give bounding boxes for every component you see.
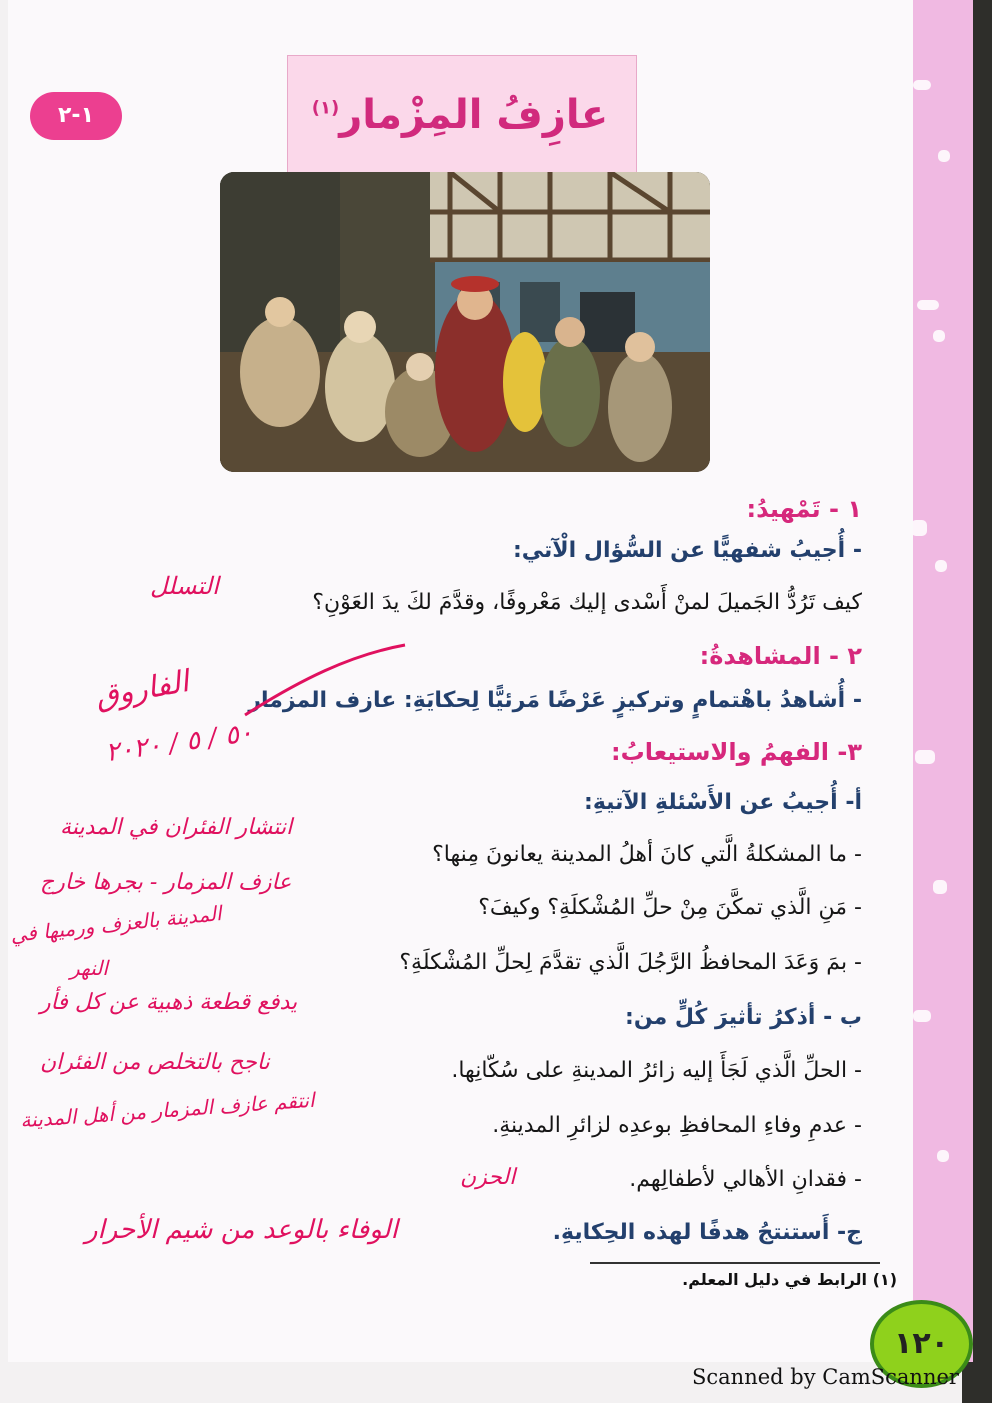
part-c-heading: ج- أَستنتجُ هدفًا لهذه الحِكايةِ. (552, 1220, 862, 1245)
handwritten-answer: النهر (70, 956, 108, 980)
section-1-instruction: - أُجيبُ شفهيًّا عن السُّؤال الْآتي: (512, 538, 862, 563)
handwritten-answer: المدينة بالعزف ورميها في (9, 900, 223, 948)
handwritten-answer: عازف المزمار - بجرها خارج (40, 870, 292, 895)
handwritten-stroke (240, 640, 410, 720)
part-b-item: - عدمِ وفاءِ المحافظِ بوعدِه لزائرِ المدينةِ. (492, 1113, 862, 1138)
part-b-item: - الحلِّ الَّذي لَجَأَ إليه زائرُ المدينةِ على سُكّانِها. (451, 1058, 862, 1083)
part-a-question: - ما المشكلةُ الَّتي كانَ أهلُ المدينة يعانونَ مِنها؟ (432, 842, 862, 867)
handwritten-note: ٥٠ / ٥ / ٢٠٢٠ (103, 717, 255, 769)
part-a-question: - مَنِ الَّذي تمكَّنَ مِنْ حلِّ المُشْكلَةِ؟ وكيفَ؟ (478, 895, 862, 920)
story-illustration (220, 172, 710, 472)
unit-badge: ١-٢ (30, 92, 122, 140)
section-1-question: كيف تَرُدُّ الجَميلَ لمنْ أَسْدى إليك مَعْروفًا، وقدَّمَ لكَ يدَ العَوْنِ؟ (312, 590, 862, 615)
handwritten-answer: الحزن (460, 1165, 516, 1190)
part-a-heading: أ- أُجيبُ عن الأَسْئلةِ الآتيةِ: (584, 790, 862, 815)
handwritten-answer: يدفع قطعة ذهبية عن كل فأر (40, 990, 298, 1015)
handwritten-note: التسلل (150, 572, 219, 600)
part-a-question: - بمَ وَعَدَ المحافظُ الرَّجُلَ الَّذي تقدَّمَ لِحلِّ المُشْكلَةِ؟ (399, 950, 862, 975)
section-2-instruction: - أُشاهدُ باهْتمامٍ وتركيزٍ عَرْضًا مَرئيًّا لِحكايَةِ: عازف المزمار (248, 688, 862, 713)
footnote-rule (590, 1262, 880, 1264)
section-1-heading: ١ - تَمْهيدُ: (746, 495, 862, 523)
illustration-graphic (220, 172, 710, 472)
footnote: (١) الرابط في دليل المعلم. (682, 1270, 897, 1289)
title-text: عازِفُ المِزْمار (339, 92, 609, 138)
part-b-item: - فقدانِ الأهالي لأطفالِهم. (629, 1167, 862, 1192)
part-b-heading: ب - أذكرُ تأثيرَ كُلٍّ من: (625, 1005, 862, 1030)
page-title (300, 92, 620, 138)
section-3-heading: ٣- الفهمُ والاستيعابُ: (611, 738, 862, 766)
page-number: ١٢٠ (870, 1300, 973, 1388)
title-footnote-mark: (١) (311, 97, 340, 119)
handwritten-answer: الوفاء بالوعد من شيم الأحرار (85, 1215, 398, 1245)
scanner-watermark: Scanned by CamScanner (692, 1365, 959, 1389)
handwritten-answer: انتشار الفئران في المدينة (60, 815, 293, 840)
section-2-heading: ٢ - المشاهدةُ: (699, 642, 862, 670)
handwritten-answer: انتقم عازف المزمار من أهل المدينة (19, 1087, 316, 1133)
handwritten-note: الفاروق (92, 664, 192, 715)
handwritten-answer: ناجح بالتخلص من الفئران (40, 1050, 270, 1075)
